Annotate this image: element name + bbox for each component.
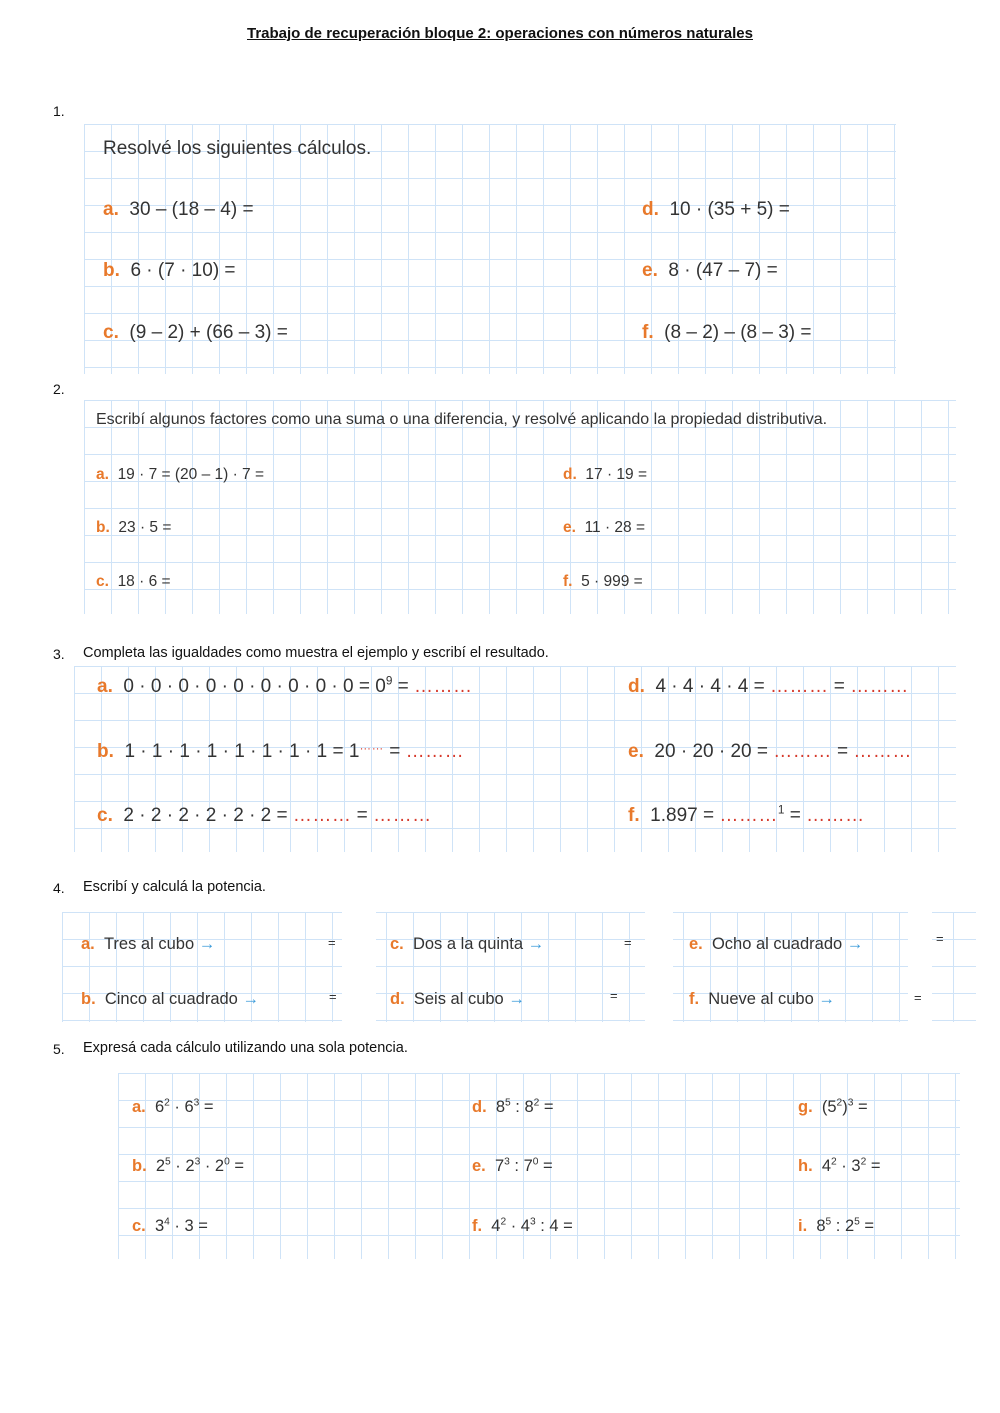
equals: = [831,741,854,762]
item-expression: 18 · 6 = [117,573,171,590]
item-label: a. [132,1098,146,1116]
exercise-5e [472,1157,553,1176]
item-expression: 20 · 20 · 20 = [654,741,774,762]
exercise-3e [628,741,912,763]
item-label: f. [563,573,573,590]
exercise-3a [97,676,473,698]
item-expression: 1 · 1 · 1 · 1 · 1 · 1 · 1 · 1 = 1 [124,741,360,762]
answer-blank[interactable]: ……… [373,805,432,826]
equals-sign: = [610,988,618,1003]
exercise-2b [96,519,171,537]
exercise-4b [81,990,259,1009]
exercise-4c [390,935,544,954]
item-label: d. [563,466,577,483]
item-label: g. [798,1098,813,1116]
section-4-number: 4. [53,880,65,896]
answer-blank[interactable]: ……… [806,805,865,826]
item-label: c. [132,1217,146,1235]
arrow-right-icon: → [198,935,216,953]
item-expression: (8 – 2) – (8 – 3) = [664,322,812,343]
exercise-4d [390,990,525,1009]
item-text: Tres al cubo [103,935,195,953]
item-text: Cinco al cuadrado [104,990,238,1008]
exercise-2a [96,466,264,484]
equals: = [784,805,807,826]
base-blank[interactable]: ……… [719,805,778,826]
power-blank[interactable]: ……… [292,805,352,826]
item-label: d. [472,1098,487,1116]
item-label: b. [132,1157,147,1175]
item-text: Dos a la quinta [412,935,524,953]
arrow-right-icon: → [508,990,525,1008]
item-expression: 11 · 28 = [584,519,646,536]
answer-blank[interactable]: ……… [850,676,909,697]
equals-sign: = [329,989,337,1004]
equals-sign: = [624,935,632,950]
exponent: 9 [385,674,393,688]
answer-column-left [342,912,376,1022]
exercise-5i [798,1217,874,1236]
item-expression: $8^5$ : $2^5$ = [816,1216,875,1235]
exercise-5d [472,1098,554,1117]
arrow-right-icon: → [527,935,545,953]
item-expression: 6 · (7 · 10) = [130,260,236,281]
exercise-3f [628,805,865,827]
exercise-5f [472,1217,573,1236]
exponent: 1 [777,803,785,817]
item-expression: $7^3$ : $7^0$ = [494,1156,553,1175]
exercise-5b [132,1157,244,1176]
exercise-2d [563,466,647,484]
equals: = [351,805,374,826]
section-1-instruction: Resolvé los siguientes cálculos. [103,138,372,159]
item-label: b. [81,990,96,1008]
item-label: f. [642,322,654,343]
equals-sign: = [936,931,944,946]
item-label: b. [103,260,120,281]
equals-sign: = [328,935,336,950]
arrow-right-icon: → [818,990,835,1008]
item-expression: 10 · (35 + 5) = [669,199,790,220]
item-expression: 23 · 5 = [118,519,172,536]
section-2-number: 2. [53,381,65,397]
section-3-instruction: Completa las igualdades como muestra el ejemplo y escribí el resultado. [83,645,549,661]
equals-sign: = [914,990,922,1005]
answer-blank[interactable]: ……… [853,741,912,762]
section-2-grid [84,400,956,614]
item-label: e. [563,519,576,536]
item-text: Ocho al cuadrado [711,935,843,953]
item-expression: 5 · 999 = [581,573,643,590]
arrow-right-icon: → [846,935,864,953]
item-label: f. [689,990,700,1008]
exercise-1c [103,322,288,344]
item-label: f. [472,1217,483,1235]
item-expression: $8^5$ : $8^2$ = [495,1097,554,1116]
item-label: e. [472,1157,486,1175]
item-label: a. [81,935,95,953]
section-2-instruction: Escribí algunos factores como una suma o una diferencia, y resolvé aplicando la propiedad distributiva. [96,411,828,428]
exercise-1e [642,260,778,282]
section-5-instruction: Expresá cada cálculo utilizando una sola potencia. [83,1040,408,1056]
answer-blank[interactable]: ……… [405,741,465,762]
arrow-right-icon: → [242,990,259,1008]
item-text: Seis al cubo [413,990,504,1008]
exercise-3b [97,741,464,763]
power-blank[interactable]: ……… [770,676,829,697]
exercise-1b [103,260,236,282]
item-expression: $(5^2)^3$ = [821,1097,868,1116]
exercise-3c [97,805,432,827]
item-expression: 2 · 2 · 2 · 2 · 2 · 2 = [123,805,293,826]
section-1-number: 1. [53,103,65,119]
item-expression: $3^4 \cdot 3$ = [154,1216,208,1235]
item-expression: $2^5 \cdot 2^3 \cdot 2^0$ = [155,1156,245,1175]
item-label: h. [798,1157,813,1175]
item-label: c. [390,935,404,953]
equals: = [383,741,406,762]
item-expression: 30 – (18 – 4) = [129,199,254,220]
item-label: e. [689,935,703,953]
equals: = [392,676,415,697]
exponent-blank[interactable]: …… [359,739,384,753]
section-3-number: 3. [53,646,65,662]
item-expression: $4^2 \cdot 4^3$ : 4 = [491,1216,573,1235]
exercise-5c [132,1217,208,1236]
item-expression: 19 · 7 = (20 – 1) · 7 = [117,466,265,483]
item-label: c. [103,322,119,343]
section-5-number: 5. [53,1041,65,1057]
exercise-1f [642,322,812,344]
item-expression: 0 · 0 · 0 · 0 · 0 · 0 · 0 · 0 · 0 = 0 [123,676,386,697]
item-label: b. [97,741,114,762]
exercise-2f [563,573,643,591]
answer-column-middle [645,912,673,1022]
power-blank[interactable]: ……… [773,741,832,762]
answer-column-right [908,912,932,1022]
page-title: Trabajo de recuperación bloque 2: operaciones con números naturales [247,25,753,42]
exercise-4a [81,935,215,954]
exercise-1a [103,199,254,221]
exercise-4e [689,935,863,954]
exercise-3d [628,676,909,698]
item-expression: 17 · 19 = [585,466,648,483]
exercise-5g [798,1098,868,1117]
item-expression: 4 · 4 · 4 · 4 = [655,676,771,697]
item-label: c. [96,573,109,590]
exercise-5h [798,1157,880,1176]
item-label: e. [628,741,644,762]
exercise-1d [642,199,790,221]
item-label: c. [97,805,113,826]
exercise-5a [132,1098,214,1117]
item-expression: $6^2 \cdot 6^3$ = [154,1097,214,1116]
item-label: i. [798,1217,808,1235]
item-label: b. [96,519,110,536]
item-label: a. [96,466,109,483]
item-label: d. [642,199,659,220]
item-label: d. [628,676,645,697]
exercise-4f [689,990,835,1009]
item-label: e. [642,260,658,281]
item-label: a. [97,676,113,697]
item-label: a. [103,199,119,220]
exercise-2e [563,519,645,537]
item-expression: (9 – 2) + (66 – 3) = [129,322,288,343]
item-expression: 1.897 = [650,805,720,826]
exercise-2c [96,573,171,591]
item-label: f. [628,805,640,826]
equals: = [828,676,851,697]
answer-blank[interactable]: ……… [414,676,473,697]
item-text: Nueve al cubo [708,990,814,1008]
section-4-instruction: Escribí y calculá la potencia. [83,879,266,895]
item-label: d. [390,990,405,1008]
item-expression: 8 · (47 – 7) = [668,260,778,281]
item-expression: $4^2 \cdot 3^2$ = [821,1156,881,1175]
